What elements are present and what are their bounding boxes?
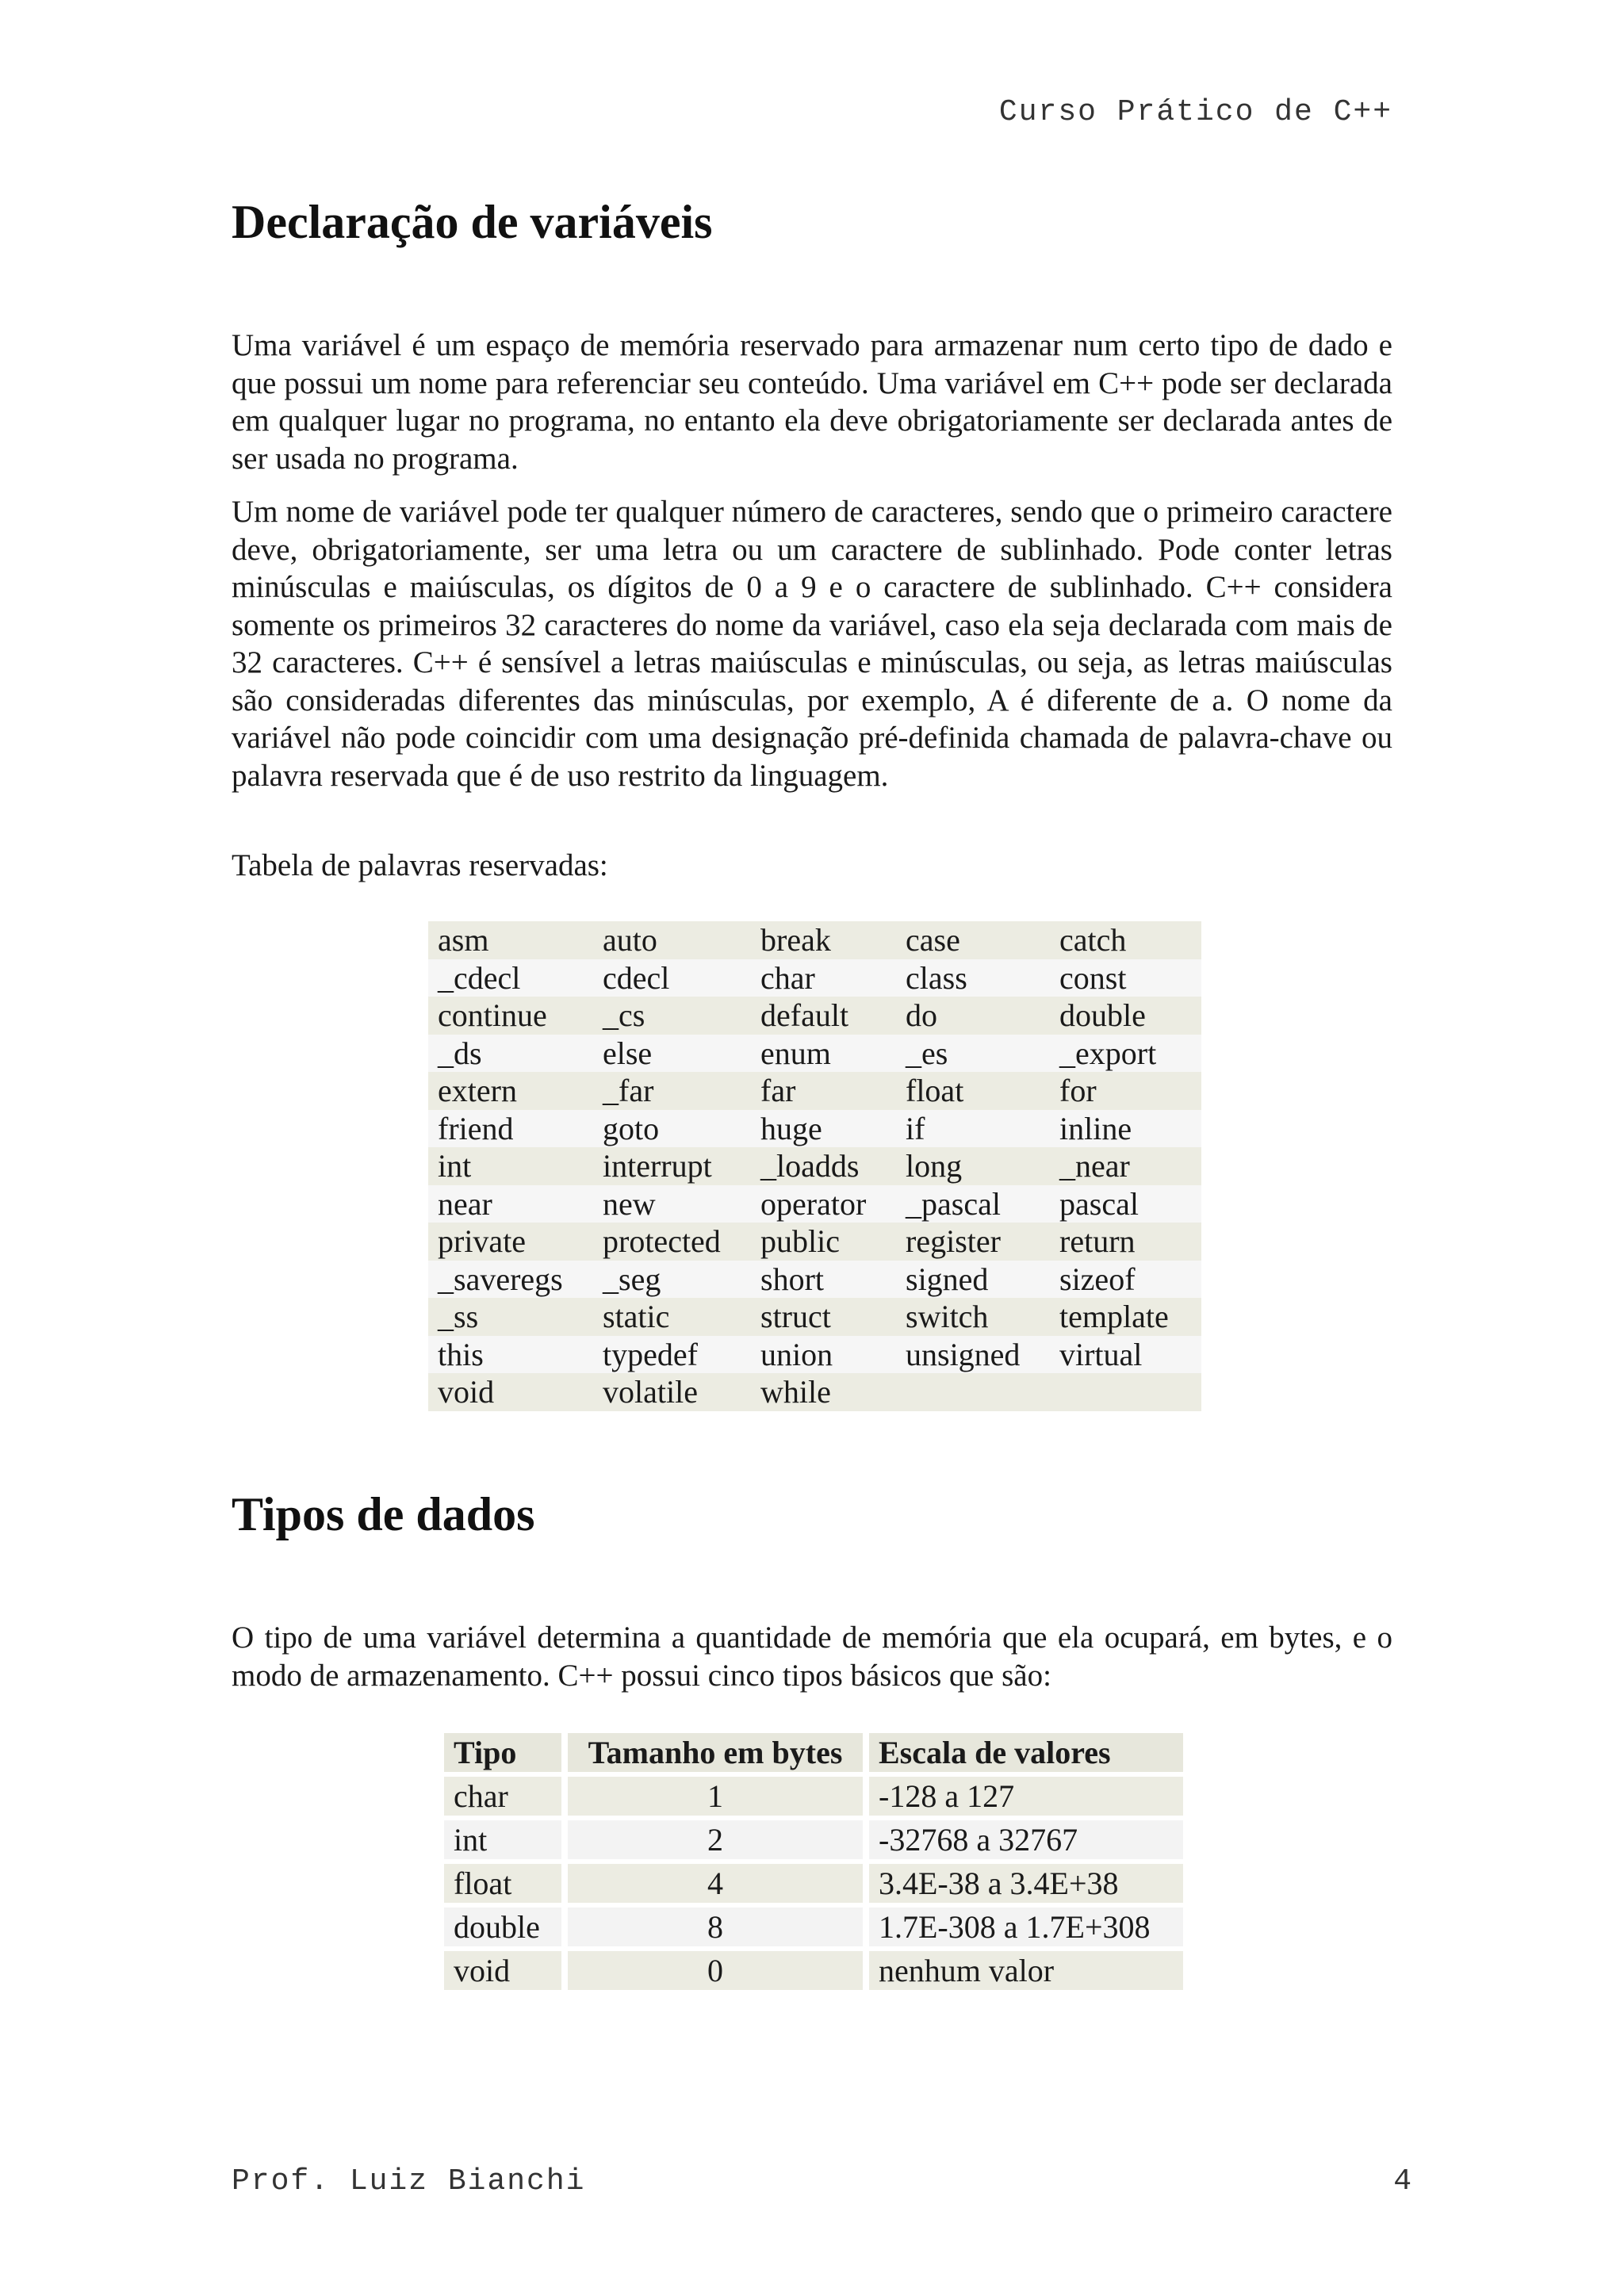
reserved-word-cell (1050, 1373, 1201, 1411)
reserved-word-cell: struct (751, 1298, 896, 1336)
reserved-word-cell: template (1050, 1298, 1201, 1336)
reserved-word-cell: const (1050, 959, 1201, 997)
type-size-cell: 2 (568, 1820, 863, 1859)
table-row (428, 1298, 1201, 1336)
reserved-word-cell: while (751, 1373, 896, 1411)
type-range-cell: 1.7E-308 a 1.7E+308 (869, 1908, 1183, 1946)
table-row (428, 959, 1201, 997)
table-row (428, 1373, 1201, 1411)
reserved-word-cell: union (751, 1336, 896, 1374)
type-name-cell: void (444, 1951, 561, 1990)
paragraph-variable-naming: Um nome de variável pode ter qualquer número de caracteres, sendo que o primeiro caractere deve, obrigatoriamente, ser uma letra ou um caractere de sublinhado. Pode conter letras minúsculas e maiúsculas, os dígitos de 0 a 9 e o caractere de sublinhado. C++ considera somente os primeiros 32 caracteres do nome da variável, caso ela seja declarada com mais de 32 caracteres. C++ é sensível a letras maiúsculas e minúsculas, ou seja, as letras maiúsculas são consideradas diferentes das minúsculas, por exemplo, A é diferente de a. O nome da variável não pode coincidir com uma designação pré-definida chamada de palavra-chave ou palavra reservada que é de uso restrito da linguagem. (232, 495, 1392, 793)
reserved-word-cell: operator (751, 1185, 896, 1223)
type-range-cell: 3.4E-38 a 3.4E+38 (869, 1864, 1183, 1903)
table-row (428, 921, 1201, 959)
reserved-word-cell: char (751, 959, 896, 997)
type-size-cell: 8 (568, 1908, 863, 1946)
reserved-word-cell: volatile (593, 1373, 751, 1411)
reserved-word-cell: this (428, 1336, 593, 1374)
reserved-word-cell: static (593, 1298, 751, 1336)
footer-page-number: 4 (1393, 2164, 1411, 2198)
table-row (428, 1147, 1201, 1185)
reserved-word-cell: _cdecl (428, 959, 593, 997)
reserved-word-cell: new (593, 1185, 751, 1223)
table-row (444, 1908, 1183, 1946)
table-row (428, 1072, 1201, 1110)
reserved-word-cell: return (1050, 1223, 1201, 1261)
reserved-word-cell: enum (751, 1035, 896, 1073)
reserved-word-cell: for (1050, 1072, 1201, 1110)
reserved-word-cell: near (428, 1185, 593, 1223)
reserved-word-cell: friend (428, 1110, 593, 1148)
reserved-word-cell: _ss (428, 1298, 593, 1336)
reserved-word-cell: cdecl (593, 959, 751, 997)
table-row (428, 1223, 1201, 1261)
reserved-word-cell: do (896, 997, 1050, 1035)
reserved-words-caption: Tabela de palavras reservadas: (232, 848, 608, 882)
table-row (428, 1110, 1201, 1148)
paragraph-data-types: O tipo de uma variável determina a quantidade de memória que ela ocupará, em bytes, e o modo de armazenamento. C++ possui cinco tipos básicos que são: (232, 1621, 1392, 1693)
reserved-word-cell: int (428, 1147, 593, 1185)
reserved-word-cell: _export (1050, 1035, 1201, 1073)
reserved-word-cell: default (751, 997, 896, 1035)
reserved-word-cell: interrupt (593, 1147, 751, 1185)
reserved-word-cell: continue (428, 997, 593, 1035)
data-types-table (438, 1728, 1189, 1995)
header-cell-tipo: Tipo (444, 1733, 561, 1772)
reserved-word-cell: _far (593, 1072, 751, 1110)
reserved-word-cell: double (1050, 997, 1201, 1035)
reserved-word-cell: float (896, 1072, 1050, 1110)
type-name-cell: float (444, 1864, 561, 1903)
reserved-word-cell: signed (896, 1261, 1050, 1299)
paragraph-variable-definition: Uma variável é um espaço de memória reservado para armazenar num certo tipo de dado e que possui um nome para referenciar seu conteúdo. Uma variável em C++ pode ser declarada em qualquer lugar no programa, no entanto ela deve obrigatoriamente ser declarada antes de ser usada no programa. (232, 328, 1392, 476)
reserved-word-cell: _loadds (751, 1147, 896, 1185)
reserved-word-cell: unsigned (896, 1336, 1050, 1374)
table-row (428, 1261, 1201, 1299)
table-row (428, 1185, 1201, 1223)
table-row (428, 1035, 1201, 1073)
reserved-word-cell: _ds (428, 1035, 593, 1073)
type-range-cell: -128 a 127 (869, 1777, 1183, 1816)
reserved-word-cell: pascal (1050, 1185, 1201, 1223)
reserved-word-cell: virtual (1050, 1336, 1201, 1374)
type-range-cell: -32768 a 32767 (869, 1820, 1183, 1859)
reserved-word-cell (896, 1373, 1050, 1411)
type-size-cell: 0 (568, 1951, 863, 1990)
type-name-cell: int (444, 1820, 561, 1859)
reserved-word-cell: void (428, 1373, 593, 1411)
reserved-word-cell: catch (1050, 921, 1201, 959)
reserved-word-cell: typedef (593, 1336, 751, 1374)
reserved-word-cell: break (751, 921, 896, 959)
reserved-word-cell: _pascal (896, 1185, 1050, 1223)
reserved-word-cell: goto (593, 1110, 751, 1148)
reserved-word-cell: _near (1050, 1147, 1201, 1185)
reserved-word-cell: asm (428, 921, 593, 959)
table-header-row (444, 1733, 1183, 1772)
reserved-word-cell: public (751, 1223, 896, 1261)
table-row (428, 1336, 1201, 1374)
reserved-word-cell: extern (428, 1072, 593, 1110)
reserved-word-cell: _es (896, 1035, 1050, 1073)
reserved-word-cell: register (896, 1223, 1050, 1261)
table-row (444, 1777, 1183, 1816)
type-name-cell: double (444, 1908, 561, 1946)
table-row (444, 1951, 1183, 1990)
reserved-word-cell: case (896, 921, 1050, 959)
section-title-declaracao: Declaração de variáveis (232, 196, 713, 248)
reserved-word-cell: _seg (593, 1261, 751, 1299)
type-name-cell: char (444, 1777, 561, 1816)
table-row (428, 997, 1201, 1035)
reserved-words-table (428, 921, 1201, 1411)
reserved-word-cell: class (896, 959, 1050, 997)
running-header: Curso Prático de C++ (998, 95, 1392, 129)
reserved-word-cell: _saveregs (428, 1261, 593, 1299)
reserved-word-cell: auto (593, 921, 751, 959)
type-size-cell: 4 (568, 1864, 863, 1903)
type-size-cell: 1 (568, 1777, 863, 1816)
header-cell-escala: Escala de valores (869, 1733, 1183, 1772)
reserved-word-cell: far (751, 1072, 896, 1110)
header-cell-tamanho: Tamanho em bytes (568, 1733, 863, 1772)
table-row (444, 1820, 1183, 1859)
reserved-word-cell: short (751, 1261, 896, 1299)
type-range-cell: nenhum valor (869, 1951, 1183, 1990)
table-row (444, 1864, 1183, 1903)
reserved-word-cell: long (896, 1147, 1050, 1185)
footer-author: Prof. Luiz Bianchi (232, 2164, 586, 2198)
reserved-word-cell: if (896, 1110, 1050, 1148)
reserved-word-cell: else (593, 1035, 751, 1073)
reserved-word-cell: inline (1050, 1110, 1201, 1148)
reserved-word-cell: huge (751, 1110, 896, 1148)
reserved-word-cell: protected (593, 1223, 751, 1261)
section-title-tipos: Tipos de dados (232, 1488, 535, 1540)
reserved-word-cell: switch (896, 1298, 1050, 1336)
reserved-word-cell: _cs (593, 997, 751, 1035)
reserved-word-cell: sizeof (1050, 1261, 1201, 1299)
reserved-word-cell: private (428, 1223, 593, 1261)
